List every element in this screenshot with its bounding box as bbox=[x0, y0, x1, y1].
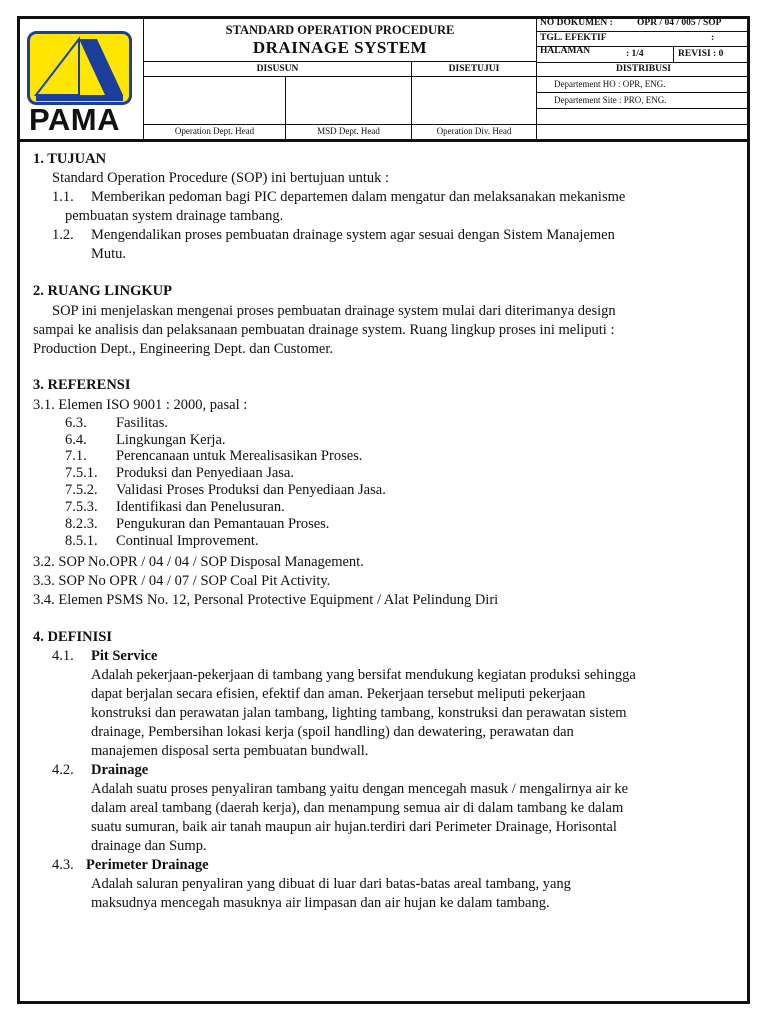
section-2-line-3: Production Dept., Engineering Dept. dan Customer. bbox=[33, 341, 334, 357]
signer-operation-dept-head: Operation Dept. Head bbox=[174, 126, 255, 136]
definition-1-line: drainage, Pembersihan lokasi kerja (spoil handling) dan dewatering, perawatan dan bbox=[91, 724, 574, 740]
definition-1-line: Adalah pekerjaan-pekerjaan di tambang yang bersifat mendukung kegiatan produksi sehingga bbox=[91, 667, 636, 683]
doc-type: STANDARD OPERATION PROCEDURE bbox=[225, 23, 455, 37]
definition-3-line: maksudnya mencegah masuknya air limpasan dan air hujan ke dalam tambang. bbox=[91, 895, 550, 911]
signer-operation-div-head: Operation Div. Head bbox=[436, 126, 512, 136]
section-1-intro: Standard Operation Procedure (SOP) ini bertujuan untuk : bbox=[52, 170, 390, 186]
tgl-efektif-value: : bbox=[711, 33, 715, 43]
section-1-item-2-number: 1.2. bbox=[52, 227, 74, 243]
definition-2-number: 4.2. bbox=[52, 762, 74, 778]
pasal-number: 6.3. bbox=[65, 415, 87, 431]
section-1-item-1-number: 1.1. bbox=[52, 189, 74, 205]
revisi-label: REVISI : 0 bbox=[678, 49, 724, 59]
pasal-text: Identifikasi dan Penelusuran. bbox=[116, 499, 285, 515]
pasal-number: 8.5.1. bbox=[65, 533, 98, 549]
no-dokumen-label: NO DOKUMEN : bbox=[540, 18, 613, 28]
pasal-number: 7.5.3. bbox=[65, 499, 98, 515]
section-1-item-2-line-1: Mengendalikan proses pembuatan drainage system agar sesuai dengan Sistem Manajemen bbox=[91, 227, 615, 243]
section-3-ref-3: 3.3. SOP No OPR / 04 / 07 / SOP Coal Pit Activity. bbox=[33, 573, 331, 589]
definition-3-term: Perimeter Drainage bbox=[86, 857, 209, 873]
section-3-ref-2: 3.2. SOP No.OPR / 04 / 04 / SOP Disposal Management. bbox=[33, 554, 364, 570]
pama-logo-icon bbox=[27, 31, 132, 105]
distribusi-ho: Departement HO : OPR, ENG. bbox=[554, 79, 666, 89]
distribusi-site: Departement Site : PRO, ENG. bbox=[554, 95, 667, 105]
document-header bbox=[17, 16, 750, 142]
section-3-ref-4: 3.4. Elemen PSMS No. 12, Personal Protective Equipment / Alat Pelindung Diri bbox=[33, 592, 499, 608]
definition-1-line: konstruksi dan perawatan jalan tambang, lighting tambang, konstruksi dan perawatan sistem bbox=[91, 705, 627, 721]
pasal-text: Produksi dan Penyediaan Jasa. bbox=[116, 465, 294, 481]
company-name: PAMA bbox=[29, 102, 120, 137]
section-2-title: 2. RUANG LINGKUP bbox=[33, 283, 172, 299]
definition-2-line: suatu sumuran, baik air tanah maupun air hujan.terdiri dari Perimeter Drainage, Horisontal bbox=[91, 819, 617, 835]
definition-2-line: dalam areal tambang (daerah kerja), dan menampung semua air di dalam tambang ke dalam bbox=[91, 800, 624, 816]
definition-1-line: dapat berjalan secara efisien, efektif dan aman. Pekerjaan tersebut meliputi pekerjaan bbox=[91, 686, 586, 702]
doc-title: DRAINAGE SYSTEM bbox=[252, 38, 428, 57]
section-1-item-2-line-2: Mutu. bbox=[91, 246, 127, 262]
tgl-efektif-label: TGL. EFEKTIF bbox=[540, 33, 607, 43]
pasal-number: 7.1. bbox=[65, 448, 87, 464]
no-dokumen-value: OPR / 04 / 005 / SOP bbox=[637, 18, 722, 28]
pasal-text: Fasilitas. bbox=[116, 415, 168, 431]
section-1-title: 1. TUJUAN bbox=[33, 151, 107, 167]
pasal-text: Continual Improvement. bbox=[116, 533, 259, 549]
definition-2-line: drainage dan Sump. bbox=[91, 838, 207, 854]
pasal-text: Pengukuran dan Pemantauan Proses. bbox=[116, 516, 330, 532]
halaman-value: : 1/4 bbox=[626, 49, 644, 59]
definition-2-line: Adalah suatu proses penyaliran tambang yaitu dengan mencegah masuk / mengalirnya air ke bbox=[91, 781, 629, 797]
pasal-text: Validasi Proses Produksi dan Penyediaan Jasa. bbox=[116, 482, 386, 498]
section-4-title: 4. DEFINISI bbox=[33, 629, 112, 645]
definition-2-term: Drainage bbox=[91, 762, 149, 778]
section-1-item-1-line-2: pembuatan system drainage tambang. bbox=[65, 208, 284, 224]
disusun-label: DISUSUN bbox=[256, 64, 299, 74]
section-1-item-1-line-1: Memberikan pedoman bagi PIC departemen dalam mengatur dan melaksanakan mekanisme bbox=[91, 189, 626, 205]
definition-1-term: Pit Service bbox=[91, 648, 158, 664]
pasal-number: 6.4. bbox=[65, 432, 87, 448]
disetujui-label: DISETUJUI bbox=[448, 64, 500, 74]
pasal-number: 8.2.3. bbox=[65, 516, 98, 532]
pasal-text: Lingkungan Kerja. bbox=[116, 432, 226, 448]
definition-1-number: 4.1. bbox=[52, 648, 74, 664]
halaman-label: HALAMAN bbox=[540, 46, 591, 56]
distribusi-label: DISTRIBUSI bbox=[616, 64, 671, 74]
pasal-number: 7.5.2. bbox=[65, 482, 98, 498]
section-3-iso: 3.1. Elemen ISO 9001 : 2000, pasal : bbox=[33, 397, 248, 413]
definition-3-line: Adalah saluran penyaliran yang dibuat di luar dari batas-batas areal tambang, yang bbox=[91, 876, 571, 892]
section-3-title: 3. REFERENSI bbox=[33, 377, 131, 393]
section-2-line-2: sampai ke analisis dan pelaksanaan pembuatan drainage system. Ruang lingkup proses ini meliputi : bbox=[33, 322, 615, 338]
pasal-text: Perencanaan untuk Merealisasikan Proses. bbox=[116, 448, 363, 464]
definition-1-line: manajemen disposal serta pembuatan bundwall. bbox=[91, 743, 369, 759]
definition-3-number: 4.3. bbox=[52, 857, 74, 873]
signer-msd-dept-head: MSD Dept. Head bbox=[317, 126, 380, 136]
section-2-line-1: SOP ini menjelaskan mengenai proses pembuatan drainage system mulai dari diterimanya design bbox=[52, 303, 616, 319]
pasal-number: 7.5.1. bbox=[65, 465, 98, 481]
